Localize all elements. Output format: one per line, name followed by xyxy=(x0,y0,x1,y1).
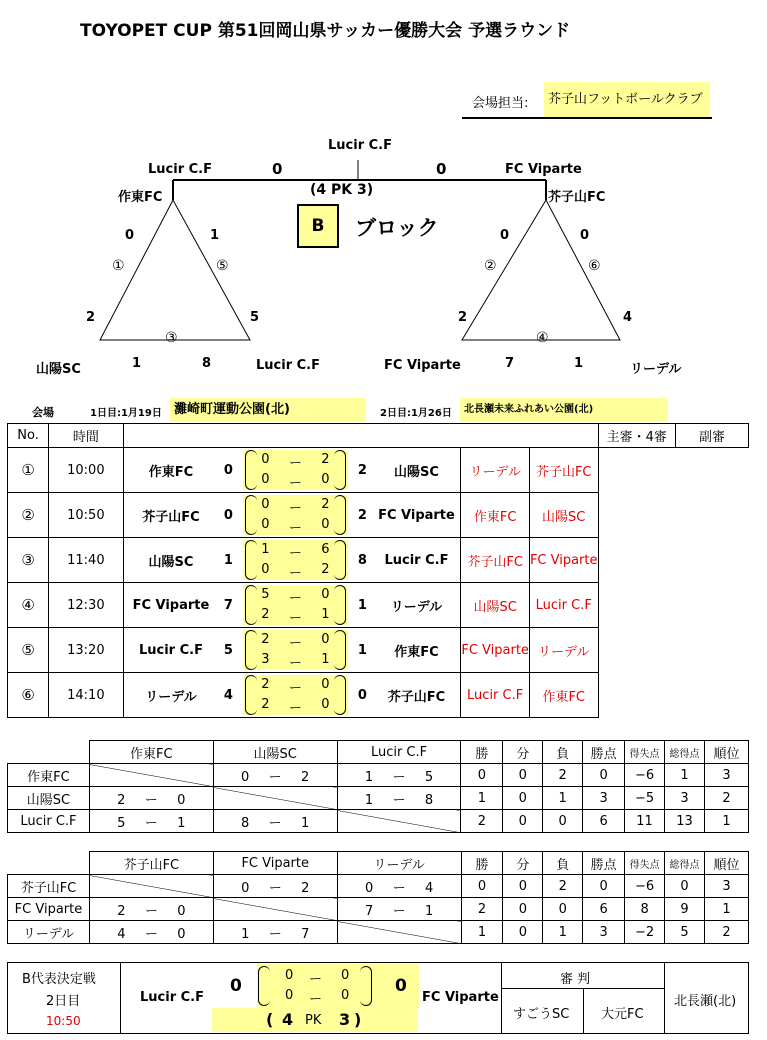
st-gd: 11 xyxy=(625,810,665,833)
final-as: 0 xyxy=(395,976,407,996)
st-diag-cell xyxy=(213,787,337,810)
dash: ー xyxy=(288,501,302,516)
final-a1: 0 xyxy=(341,968,350,983)
match-away: リーデル xyxy=(373,583,461,628)
schedule-table xyxy=(7,423,749,718)
match-no: ⑤ xyxy=(8,628,49,673)
tri-left-top: 作東FC xyxy=(118,190,163,205)
info-day1-place: 灘崎町運動公園(北) xyxy=(170,398,366,422)
tri-right-s: 0 xyxy=(580,228,590,243)
half2-home: 0 xyxy=(261,472,270,487)
match-sub: リーデル xyxy=(529,628,598,673)
st-team-hdr: Lucir C.F xyxy=(337,741,461,764)
final-ref1: すごうSC xyxy=(513,1007,570,1022)
st-result-cell: 0 ー 2 xyxy=(213,764,337,787)
match-row xyxy=(8,538,749,583)
st-w: 1 xyxy=(461,787,503,810)
standings-row xyxy=(8,810,749,833)
hdr-match xyxy=(123,424,598,448)
st-hdr-gd: 得失点 xyxy=(625,741,665,764)
match-row xyxy=(8,493,749,538)
st-d: 0 xyxy=(503,787,543,810)
tri-left-m3: ③ xyxy=(165,330,178,346)
match-away-score: 0 xyxy=(352,673,372,718)
half2-home: 2 xyxy=(261,607,270,622)
st-diag-cell xyxy=(89,764,213,787)
match-sub: 芥子山FC xyxy=(529,448,598,493)
dash: ー xyxy=(288,521,302,536)
st-result-cell: 4 ー 0 xyxy=(89,921,213,944)
half1-away: 0 xyxy=(321,677,330,692)
match-home-score: 1 xyxy=(218,538,238,583)
match-no: ③ xyxy=(8,538,49,583)
tri-right-s: 0 xyxy=(500,228,510,243)
match-sub: 作東FC xyxy=(529,673,598,718)
dash: ー xyxy=(288,611,302,626)
match-away: 芥子山FC xyxy=(373,673,461,718)
match-time: 11:40 xyxy=(49,538,123,583)
st-result-cell: 7 ー 1 xyxy=(337,898,461,921)
st-hdr-w: 勝 xyxy=(461,741,503,764)
dash: ー xyxy=(309,972,323,987)
standings-row xyxy=(8,787,749,810)
match-time: 14:10 xyxy=(49,673,123,718)
st-hdr-gf: 総得点 xyxy=(665,741,705,764)
final-pk-r: 3 xyxy=(339,1010,351,1029)
final-pk-l: 4 xyxy=(282,1010,294,1029)
dash: ー xyxy=(288,681,302,696)
match-time: 13:20 xyxy=(49,628,123,673)
match-ref: FC Viparte xyxy=(461,628,530,673)
st-row-team: 山陽SC xyxy=(8,787,90,810)
match-ref: 山陽SC xyxy=(461,583,530,628)
match-home: 芥子山FC xyxy=(123,493,218,538)
st-pts: 0 xyxy=(583,875,625,898)
st-result-cell: 2 ー 0 xyxy=(89,898,213,921)
bracket-left xyxy=(258,966,270,1006)
tri-left-s: 2 xyxy=(86,310,96,325)
final-right-team: FC Viparte xyxy=(505,162,582,177)
match-row xyxy=(8,448,749,493)
st-w: 2 xyxy=(461,898,503,921)
half2-away: 2 xyxy=(321,562,330,577)
match-time: 10:50 xyxy=(49,493,123,538)
match-away: Lucir C.F xyxy=(373,538,461,583)
st-gf: 5 xyxy=(665,921,705,944)
st-row-team: 作東FC xyxy=(8,764,90,787)
tri-right-top: 芥子山FC xyxy=(548,190,606,205)
hdr-ref: 主審・4審 xyxy=(598,424,676,448)
half1-away: 0 xyxy=(321,632,330,647)
st-result-cell: 0 ー 4 xyxy=(337,875,461,898)
final-pk-label: PK xyxy=(305,1013,322,1028)
half2-home: 0 xyxy=(261,562,270,577)
final-label: B代表決定戦 xyxy=(22,972,96,987)
tri-right-s: 1 xyxy=(574,356,584,371)
hdr-sub: 副審 xyxy=(676,424,749,448)
st-gd: −6 xyxy=(625,875,665,898)
st-rank: 3 xyxy=(704,764,748,787)
st-hdr-d: 分 xyxy=(503,741,543,764)
st-l: 2 xyxy=(543,875,583,898)
st-gf: 1 xyxy=(665,764,705,787)
st-d: 0 xyxy=(503,764,543,787)
final-away: FC Viparte xyxy=(422,990,499,1005)
st-result-cell: 1 ー 8 xyxy=(337,787,461,810)
st-hdr-d: 分 xyxy=(503,852,543,875)
dash: ー xyxy=(288,656,302,671)
venue-underline xyxy=(462,117,712,119)
st-result-cell: 5 ー 1 xyxy=(89,810,213,833)
tri-right-m2: ② xyxy=(484,258,497,274)
st-team-hdr: FC Viparte xyxy=(213,852,337,875)
match-row xyxy=(8,628,749,673)
st-gf: 9 xyxy=(665,898,705,921)
st-hdr-pts: 勝点 xyxy=(583,741,625,764)
match-scorebox xyxy=(239,628,353,673)
st-hdr-rank: 順位 xyxy=(704,741,748,764)
match-home: リーデル xyxy=(123,673,218,718)
st-result-cell: 8 ー 1 xyxy=(213,810,337,833)
venue-value: 芥子山フットボールクラブ xyxy=(544,82,710,118)
half1-home: 0 xyxy=(261,452,270,467)
page-title: TOYOPET CUP 第51回岡山県サッカー優勝大会 予選ラウンド xyxy=(80,21,571,41)
st-diag-cell xyxy=(337,921,461,944)
tri-left-s: 0 xyxy=(125,228,135,243)
match-scorebox xyxy=(239,493,353,538)
hdr-no: No. xyxy=(8,424,49,448)
st-hdr-l: 負 xyxy=(543,741,583,764)
half2-away: 0 xyxy=(321,472,330,487)
dash: ー xyxy=(309,992,323,1007)
match-sub: 山陽SC xyxy=(529,493,598,538)
final-ref-label: 審 判 xyxy=(560,972,591,987)
match-no: ① xyxy=(8,448,49,493)
half1-home: 1 xyxy=(261,542,270,557)
tri-left-bl: 山陽SC xyxy=(36,362,81,377)
match-away: FC Viparte xyxy=(373,493,461,538)
tri-right-s: 4 xyxy=(623,310,633,325)
half1-home: 5 xyxy=(261,587,270,602)
st-w: 1 xyxy=(461,921,503,944)
st-gf: 13 xyxy=(665,810,705,833)
info-venue: 会場 xyxy=(32,406,54,419)
bracket-right xyxy=(360,966,372,1006)
tri-right-s: 2 xyxy=(458,310,468,325)
st-gf: 0 xyxy=(665,875,705,898)
half1-away: 0 xyxy=(321,587,330,602)
match-away: 山陽SC xyxy=(373,448,461,493)
standings-table-1 xyxy=(7,740,749,833)
st-pts: 0 xyxy=(583,764,625,787)
st-result-cell: 0 ー 2 xyxy=(213,875,337,898)
final-ref2: 大元FC xyxy=(601,1007,644,1022)
match-away-score: 1 xyxy=(352,583,372,628)
st-hdr-l: 負 xyxy=(543,852,583,875)
match-ref: リーデル xyxy=(461,448,530,493)
st-team-hdr: リーデル xyxy=(337,852,461,875)
final-hs: 0 xyxy=(230,976,242,996)
st-gd: −6 xyxy=(625,764,665,787)
half2-home: 3 xyxy=(261,652,270,667)
half1-away: 2 xyxy=(321,452,330,467)
standings-table-2 xyxy=(7,851,749,944)
tri-right-m4: ④ xyxy=(536,330,549,346)
bracket-diagram xyxy=(0,130,767,380)
st-w: 2 xyxy=(461,810,503,833)
st-d: 0 xyxy=(503,898,543,921)
final-pk-paren-l: ( xyxy=(266,1010,274,1029)
st-rank: 1 xyxy=(704,810,748,833)
tri-left-m5: ⑤ xyxy=(216,258,229,274)
match-home-score: 0 xyxy=(218,493,238,538)
tri-left-br: Lucir C.F xyxy=(256,358,320,373)
half2-home: 0 xyxy=(261,517,270,532)
tri-right-m6: ⑥ xyxy=(588,258,601,274)
standings-row xyxy=(8,764,749,787)
final-top-team: Lucir C.F xyxy=(328,138,392,153)
standings-row xyxy=(8,898,749,921)
st-row-team: Lucir C.F xyxy=(8,810,90,833)
st-rank: 2 xyxy=(705,921,749,944)
match-home-score: 0 xyxy=(218,448,238,493)
st-l: 1 xyxy=(543,921,583,944)
half2-away: 0 xyxy=(321,517,330,532)
tri-left-s: 8 xyxy=(202,356,212,371)
st-team-hdr: 芥子山FC xyxy=(89,852,213,875)
match-away-score: 1 xyxy=(352,628,372,673)
st-w: 0 xyxy=(461,875,503,898)
st-pts: 3 xyxy=(583,921,625,944)
st-l: 2 xyxy=(543,764,583,787)
st-pts: 3 xyxy=(583,787,625,810)
match-time: 12:30 xyxy=(49,583,123,628)
st-pts: 6 xyxy=(583,810,625,833)
final-place: 北長瀬(北) xyxy=(674,994,737,1009)
match-scorebox xyxy=(239,673,353,718)
match-home: Lucir C.F xyxy=(123,628,218,673)
half1-away: 6 xyxy=(321,542,330,557)
half2-away: 1 xyxy=(321,652,330,667)
half1-home: 2 xyxy=(261,677,270,692)
tri-left-s: 1 xyxy=(132,356,142,371)
match-home-score: 5 xyxy=(218,628,238,673)
match-row xyxy=(8,673,749,718)
match-no: ④ xyxy=(8,583,49,628)
dash: ー xyxy=(288,636,302,651)
info-day2-place: 北長瀬未来ふれあい公園(北) xyxy=(460,398,668,422)
tri-right-br: リーデル xyxy=(630,362,682,377)
standings-row xyxy=(8,875,749,898)
st-hdr-w: 勝 xyxy=(461,852,503,875)
corner xyxy=(8,852,90,875)
st-row-team: 芥子山FC xyxy=(8,875,90,898)
corner xyxy=(8,741,90,764)
match-home: 作東FC xyxy=(123,448,218,493)
match-no: ② xyxy=(8,493,49,538)
info-day2: 2日目:1月26日 xyxy=(380,408,452,419)
match-scorebox xyxy=(239,448,353,493)
standings-row xyxy=(8,921,749,944)
final-pk-paren-r: ) xyxy=(354,1010,362,1029)
st-l: 1 xyxy=(543,787,583,810)
final-home: Lucir C.F xyxy=(140,990,204,1005)
match-sub: FC Viparte xyxy=(529,538,598,583)
dash: ー xyxy=(288,591,302,606)
match-time: 10:00 xyxy=(49,448,123,493)
block-letter: B xyxy=(297,204,339,248)
st-gd: −2 xyxy=(625,921,665,944)
info-day1: 1日目:1月19日 xyxy=(90,408,162,419)
tri-left-m1: ① xyxy=(112,258,125,274)
match-home-score: 4 xyxy=(218,673,238,718)
match-home: FC Viparte xyxy=(123,583,218,628)
st-result-cell: 2 ー 0 xyxy=(89,787,213,810)
half1-away: 2 xyxy=(321,497,330,512)
half2-away: 0 xyxy=(321,697,330,712)
st-l: 0 xyxy=(543,898,583,921)
match-home-score: 7 xyxy=(218,583,238,628)
match-away-score: 8 xyxy=(352,538,372,583)
dash: ー xyxy=(288,546,302,561)
match-sub: Lucir C.F xyxy=(529,583,598,628)
match-no: ⑥ xyxy=(8,673,49,718)
final-day: 2日目 xyxy=(46,994,81,1009)
st-hdr-pts: 勝点 xyxy=(583,852,625,875)
st-diag-cell xyxy=(89,875,213,898)
match-away-score: 2 xyxy=(352,448,372,493)
match-scorebox xyxy=(239,538,353,583)
final-pk: (4 PK 3) xyxy=(310,182,374,198)
tri-left-s: 5 xyxy=(250,310,260,325)
half2-away: 1 xyxy=(321,607,330,622)
st-d: 0 xyxy=(503,875,543,898)
final-h2: 0 xyxy=(285,988,294,1003)
match-away-score: 2 xyxy=(352,493,372,538)
venue-label: 会場担当: xyxy=(472,96,529,111)
st-l: 0 xyxy=(543,810,583,833)
st-pts: 6 xyxy=(583,898,625,921)
st-result-cell: 1 ー 7 xyxy=(213,921,337,944)
st-row-team: FC Viparte xyxy=(8,898,90,921)
final-h1: 0 xyxy=(285,968,294,983)
match-ref: Lucir C.F xyxy=(461,673,530,718)
half1-home: 2 xyxy=(261,632,270,647)
st-hdr-gd: 得失点 xyxy=(625,852,665,875)
tri-right-bl: FC Viparte xyxy=(384,358,461,373)
block-label: ブロック xyxy=(355,216,439,240)
st-hdr-rank: 順位 xyxy=(705,852,749,875)
st-rank: 2 xyxy=(704,787,748,810)
final-time: 10:50 xyxy=(46,1014,81,1028)
dash: ー xyxy=(288,456,302,471)
st-rank: 3 xyxy=(705,875,749,898)
tri-right-s: 7 xyxy=(505,356,515,371)
match-away: 作東FC xyxy=(373,628,461,673)
dash: ー xyxy=(288,701,302,716)
final-a2: 0 xyxy=(341,988,350,1003)
st-gf: 3 xyxy=(665,787,705,810)
dash: ー xyxy=(288,476,302,491)
st-d: 0 xyxy=(503,921,543,944)
match-scorebox xyxy=(239,583,353,628)
final-left-score: 0 xyxy=(272,160,283,178)
half1-home: 0 xyxy=(261,497,270,512)
st-diag-cell xyxy=(213,898,337,921)
st-gd: 8 xyxy=(625,898,665,921)
dash: ー xyxy=(288,566,302,581)
st-gd: −5 xyxy=(625,787,665,810)
final-ref-divider-v xyxy=(583,988,584,1034)
st-team-hdr: 山陽SC xyxy=(213,741,337,764)
match-home: 山陽SC xyxy=(123,538,218,583)
st-team-hdr: 作東FC xyxy=(89,741,213,764)
st-diag-cell xyxy=(337,810,461,833)
match-row xyxy=(8,583,749,628)
match-ref: 芥子山FC xyxy=(461,538,530,583)
tri-left-s: 1 xyxy=(210,228,220,243)
st-rank: 1 xyxy=(705,898,749,921)
final-left-team: Lucir C.F xyxy=(148,162,212,177)
match-ref: 作東FC xyxy=(461,493,530,538)
st-result-cell: 1 ー 5 xyxy=(337,764,461,787)
st-hdr-gf: 総得点 xyxy=(665,852,705,875)
hdr-time: 時間 xyxy=(49,424,123,448)
half2-home: 2 xyxy=(261,697,270,712)
st-row-team: リーデル xyxy=(8,921,90,944)
st-w: 0 xyxy=(461,764,503,787)
st-d: 0 xyxy=(503,810,543,833)
final-right-score: 0 xyxy=(436,160,447,178)
